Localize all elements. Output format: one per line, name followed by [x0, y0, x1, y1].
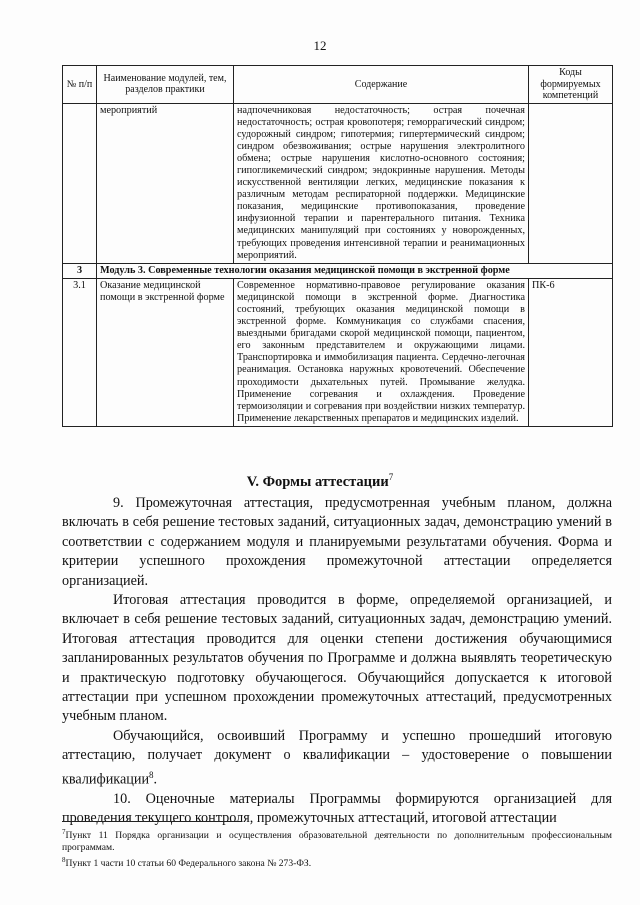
header-codes: Коды формируемых компетенций	[529, 66, 613, 104]
footnote-8-text: Пункт 1 части 10 статьи 60 Федерального закона № 273-ФЗ.	[65, 858, 312, 870]
cell-content: надпочечниковая недостаточность; острая почечная недостаточность; острая кровопотеря; геморрагический синдром; судорожный синдром; гипотермия; гипертермический синдром; синдром обезвоживания; острые нарушения электролитного обмена; острые нарушения кислотно-основного состояния; гипогликемический синдром; эндокринные нарушения. Методы искусственной вентиляции легких, медицинские показания к различным методам респираторной поддержки. Медицинские показания, медицинские противопоказания, проведение инфузионной терапии и парентерального питания. Техника медицинских манипуляций при состояниях у новорожденных, требующих проведения интенсивной терапии и реанимационных мероприятий.	[234, 103, 529, 263]
cell-name: Оказание медицинской помощи в экстренной форме	[97, 278, 234, 426]
table-row	[63, 103, 613, 263]
cell-name: мероприятий	[97, 103, 234, 263]
footnote-8-mark: 8	[62, 856, 66, 865]
paragraph-certificate-text: Обучающийся, освоивший Программу и успешно прошедший итоговую аттестацию, получает документ о квалификации – удостоверение о повышении квалификации	[62, 727, 612, 788]
paragraph-certificate	[62, 727, 612, 790]
table-header-row	[63, 66, 613, 104]
paragraph-certificate-end: .	[153, 771, 158, 788]
footnote-7	[62, 826, 612, 854]
module-num: 3	[63, 263, 97, 278]
table-row	[63, 278, 613, 426]
module-row	[63, 263, 613, 278]
footnote-ref-7: 7	[388, 472, 394, 482]
paragraph-assessment-materials: 10. Оценочные материалы Программы формируются организацией для проведения текущего контроля, промежуточных аттестаций, итоговой аттестации	[62, 790, 612, 827]
body-text	[62, 494, 612, 829]
cell-num: 3.1	[63, 278, 97, 426]
cell-codes: ПК-6	[529, 278, 613, 426]
header-name: Наименование модулей, тем, разделов практики	[97, 66, 234, 104]
paragraph-intermediate-attestation: 9. Промежуточная аттестация, предусмотренная учебным планом, должна включать в себя решение тестовых заданий, ситуационных задач, демонстрацию умений в соответствии с содержанием модуля и планируемыми результатами обучения. Форма и критерии успешного прохождения промежуточной аттестации определяется организацией.	[62, 495, 612, 589]
page-number: 12	[313, 38, 327, 53]
section-title-text: V. Формы аттестации	[246, 473, 389, 490]
footnote-divider	[62, 821, 242, 822]
program-content-table	[62, 65, 613, 427]
section-title	[0, 472, 640, 491]
footnote-7-text: Пункт 11 Порядка организации и осуществления образовательной деятельности по дополнительным профессиональным программам.	[62, 830, 612, 854]
cell-num	[63, 103, 97, 263]
cell-content: Современное нормативно-правовое регулирование оказания медицинской помощи в экстренной форме. Диагностика состояний, требующих оказания медицинской помощи в экстренной форме. Коммуникация со службами спасения, выездными бригадами скорой медицинской помощи, пациентом, его законным представителем и окружающими лицами. Транспортировка и иммобилизация пациента. Сердечно-легочная реанимация. Остановка наружных кровотечений. Обеспечение проходимости дыхательных путей. Промывание желудка. Применение согревания и охлаждения. Проведение термоизоляции и согревания при воздействии низких температур. Применение лекарственных препаратов и медицинских изделий.	[234, 278, 529, 426]
footnote-7-mark: 7	[62, 828, 66, 836]
paragraph-final-attestation: Итоговая аттестация проводится в форме, определяемой организацией, и включает в себя решение тестовых заданий, ситуационных задач, демонстрацию умений. Итоговая аттестация проводится для оценки степени достижения обучающимися запланированных результатов обучения по Программе и должна выявлять теоретическую и практическую подготовку обучающегося. Обучающийся допускается к итоговой аттестации при успешном прохождении промежуточных аттестаций, предусмотренных учебным планом.	[62, 592, 612, 725]
footnotes	[62, 826, 612, 870]
module-title: Модуль 3. Современные технологии оказания медицинской помощи в экстренной форме	[97, 263, 613, 278]
footnote-ref-8: 8	[149, 769, 154, 780]
header-num: № п/п	[63, 66, 97, 104]
cell-codes	[529, 103, 613, 263]
footnote-8	[62, 854, 612, 870]
header-content: Содержание	[234, 66, 529, 104]
